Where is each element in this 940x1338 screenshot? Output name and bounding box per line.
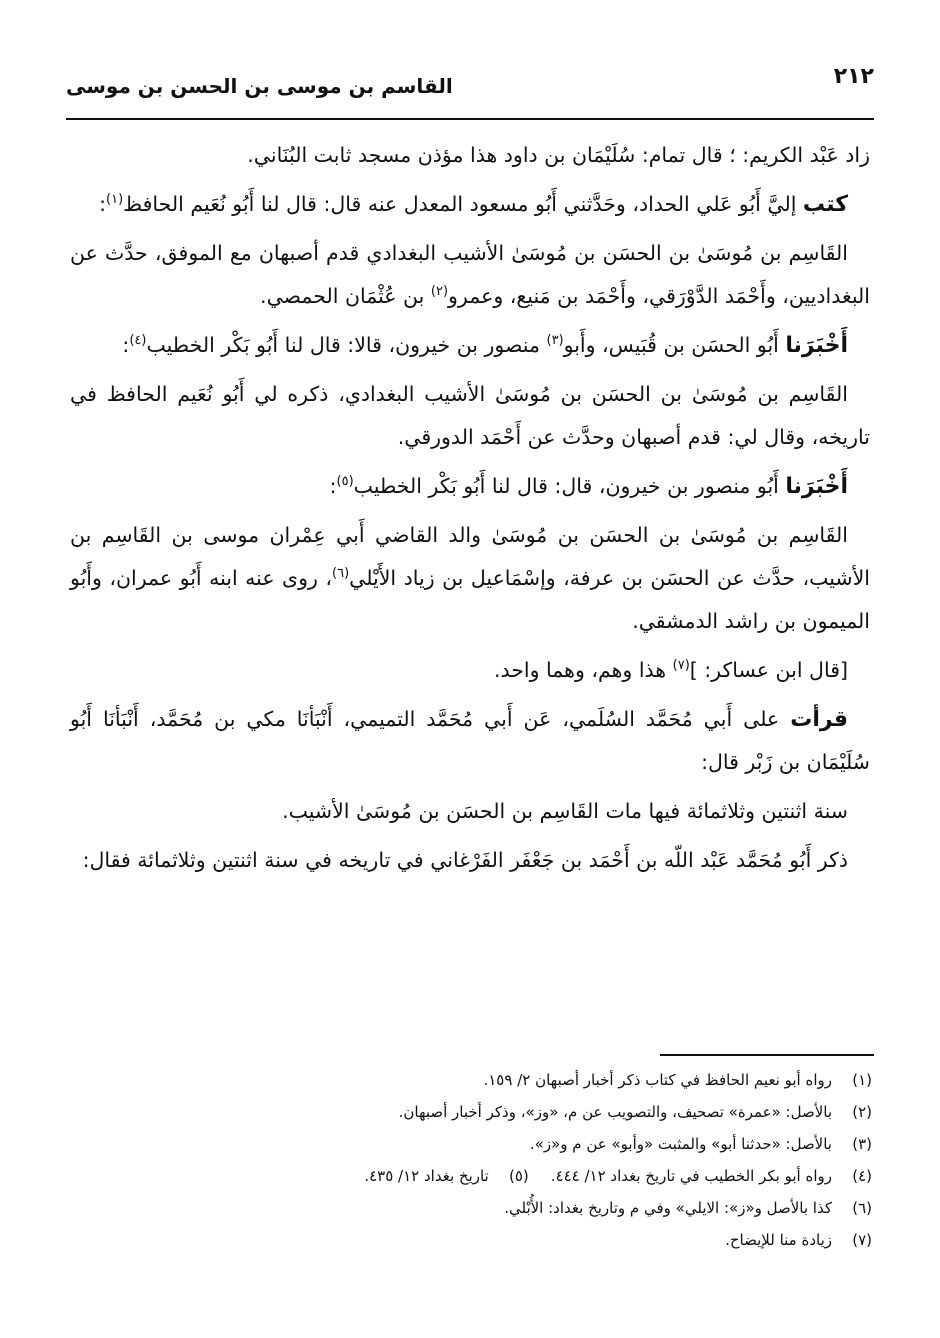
footnote-number: (٤) [852,1167,872,1185]
footnote-item [70,1192,872,1224]
footnote-number: (٧) [852,1231,872,1249]
paragraph-8 [70,649,870,692]
paragraph-text: على أَبي مُحَمَّد السُلَمي، عَن أَبي مُحَمَّد التميمي، أَنْبَأنَا مكي بن مُحَمَّد، أَنْبَأنَا أَبُو سُلَيْمَان بن زَبْر قال: [70,707,870,774]
paragraph-2 [70,183,870,226]
paragraph-text: إليَّ أَبُو عَلي الحداد، وحَدَّثني أَبُو مسعود المعدل عنه قال: قال لنا أَبُو نُعَيم الحافظ [123,192,797,216]
footnote-text: كذا بالأصل و«ز»: الايلي» وفي م وتاريخ بغداد: الأُبْلي. [504,1199,832,1217]
footnote-item [70,1160,872,1192]
paragraph-11 [70,839,870,882]
paragraph-text: ذكر أَبُو مُحَمَّد عَبْد اللّه بن أَحْمَد بن جَعْفَر الفَرْغاني في تاريخه في سنة اثنتين وثلاثمائة فقال: [82,848,848,872]
paragraph-7 [70,514,870,643]
paragraph-4 [70,324,870,367]
footnote-ref[interactable]: (٤) [129,333,147,349]
paragraph-tail: : [122,333,130,357]
paragraph-tail: : [329,474,337,498]
footnote-ref[interactable]: (٣) [546,333,564,349]
paragraph-lead-word: أَخْبَرَنا [785,333,848,358]
header-rule [66,118,874,120]
paragraph-text: القَاسِم بن مُوسَىٰ بن الحسَن بن مُوسَىٰ والد القاضي أَبي عِمْران موسى بن القَاسِم بن الأشيب، حدَّث عن الحسَن بن عرفة، وإسْمَاعيل بن زياد الأَيْلي [70,523,870,590]
footnote-item [70,1064,872,1096]
footnote-ref[interactable]: (٧) [672,658,690,674]
running-title: القاسم بن موسى بن الحسن بن موسى [66,74,453,98]
footnote-ref[interactable]: (٥) [336,474,354,490]
paragraph-tail: منصور بن خيرون، قالا: قال لنا أَبُو بَكْر الخطيب [146,333,547,357]
footnote-number: (٥) [508,1167,529,1185]
footnote-item [70,1096,872,1128]
footnote-number: (٣) [852,1135,872,1153]
paragraph-tail: : [99,192,107,216]
footnote-number: (٢) [852,1103,872,1121]
paragraph-text: أَبُو الحسَن بن قُبَيس، وأَبو [563,333,779,357]
paragraph-6 [70,465,870,508]
running-head [66,60,874,108]
paragraph-text: أَبُو منصور بن خيرون، قال: قال لنا أَبُو بَكْر الخطيب [353,474,779,498]
footnote-text: بالأصل: «عمرة» تصحيف، والتصويب عن م، «وز»، وذكر أخبار أصبهان. [398,1103,832,1121]
footnote-text: رواه أبو نعيم الحافظ في كتاب ذكر أخبار أصبهان ٢/ ١٥٩. [483,1071,832,1089]
paragraph-3 [70,232,870,318]
paragraph-lead-word: كتب [802,192,848,217]
footnote-text: تاريخ بغداد ١٢/ ٤٣٥. [364,1167,489,1185]
footnotes [70,1064,872,1256]
footnote-item [70,1128,872,1160]
paragraph-10 [70,790,870,833]
footnote-item [70,1224,872,1256]
footnote-text: زيادة منا للإيضاح. [725,1231,832,1249]
paragraph-1 [70,134,870,177]
footnote-number: (٦) [852,1199,872,1217]
paragraph-text: [قال ابن عساكر: ] [689,658,848,682]
footnote-ref[interactable]: (٦) [332,566,350,582]
paragraph-text: سنة اثنتين وثلاثمائة فيها مات القَاسِم بن الحسَن بن مُوسَىٰ الأشيب. [282,799,848,823]
paragraph-5 [70,373,870,459]
main-text [70,134,870,888]
footnote-rule [660,1054,874,1056]
page-number: ٢١٢ [833,64,874,89]
paragraph-tail: بن عُثْمَان الحمصي. [260,284,431,308]
paragraph-text: القَاسِم بن مُوسَىٰ بن الحسَن بن مُوسَىٰ الأشيب البغدادي، ذكره لي أَبُو نُعَيم الحافظ في تاريخه، وقال لي: قدم أصبهان وحدَّث عن أَحْمَد الدورقي. [70,382,870,449]
footnote-number: (١) [852,1071,872,1089]
footnote-ref[interactable]: (١) [106,192,124,208]
paragraph-text: زاد عَبْد الكريم: ؛ قال تمام: سُلَيْمَان بن داود هذا مؤذن مسجد ثابت البُنَاني. [247,143,870,167]
paragraph-lead-word: قرأت [790,707,848,732]
paragraph-tail: ، روى عنه ابنه أَبُو عمران، وأَبُو الميمون بن راشد الدمشقي. [70,566,870,633]
paragraph-tail: هذا وهم، وهما واحد. [493,658,673,682]
paragraph-text: القَاسِم بن مُوسَىٰ بن الحسَن بن مُوسَىٰ الأشيب البغدادي قدم أصبهان مع الموفق، حدَّث عن البغداديين، وأَحْمَد الدَّوْرَقي، وأَحْمَد بن مَنيع، وعمرو [70,241,870,308]
footnote-text: بالأصل: «حدثنا أبو» والمثبت «وأبو» عن م و«ز». [529,1135,832,1153]
paragraph-lead-word: أَخْبَرَنا [785,474,848,499]
paragraph-9 [70,698,870,784]
footnote-text: رواه أبو بكر الخطيب في تاريخ بغداد ١٢/ ٤٤٤. [550,1167,832,1185]
footnote-ref[interactable]: (٢) [430,284,449,300]
